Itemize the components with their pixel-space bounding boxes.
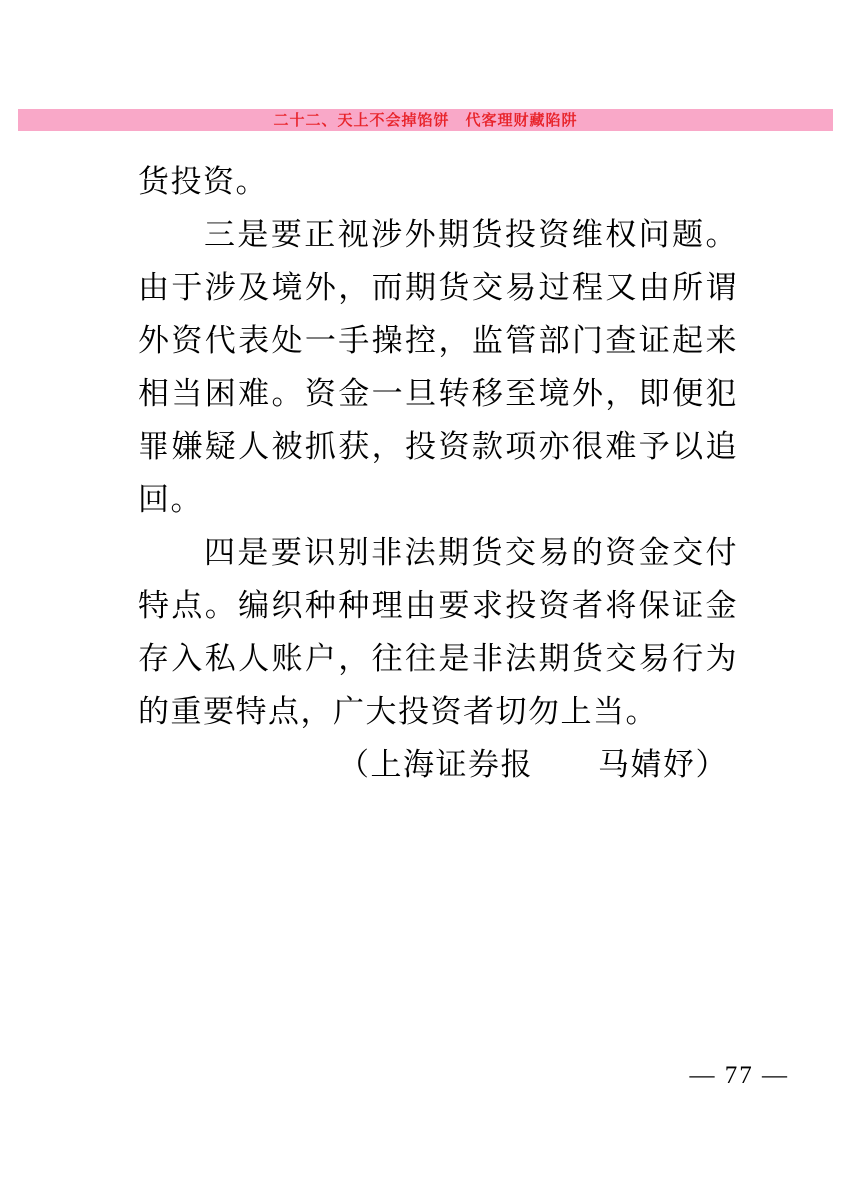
- page-number: — 77 —: [689, 1062, 789, 1089]
- article-source-signature: （上海证券报 马婧妤）: [338, 747, 728, 782]
- running-header: [18, 107, 833, 133]
- header-band-left: [18, 109, 264, 131]
- header-band-right: [588, 109, 834, 131]
- paragraph-point-three: 三是要正视涉外期货投资维权问题。由于涉及境外，而期货交易过程又由所谓外资代表处一手操控，监管部门查证起来相当困难。资金一旦转移至境外，即便犯罪嫌疑人被抓获，投资款项亦很难予以追回。: [138, 217, 738, 517]
- paragraph-point-four: 四是要识别非法期货交易的资金交付特点。编织种种理由要求投资者将保证金存入私人账户，往往是非法期货交易行为的重要特点，广大投资者切勿上当。: [138, 535, 738, 729]
- header-title: 二十二、天上不会掉馅饼 代客理财藏陷阱: [264, 109, 588, 131]
- body-text: [138, 155, 738, 791]
- paragraph-continuation: 货投资。: [138, 164, 268, 199]
